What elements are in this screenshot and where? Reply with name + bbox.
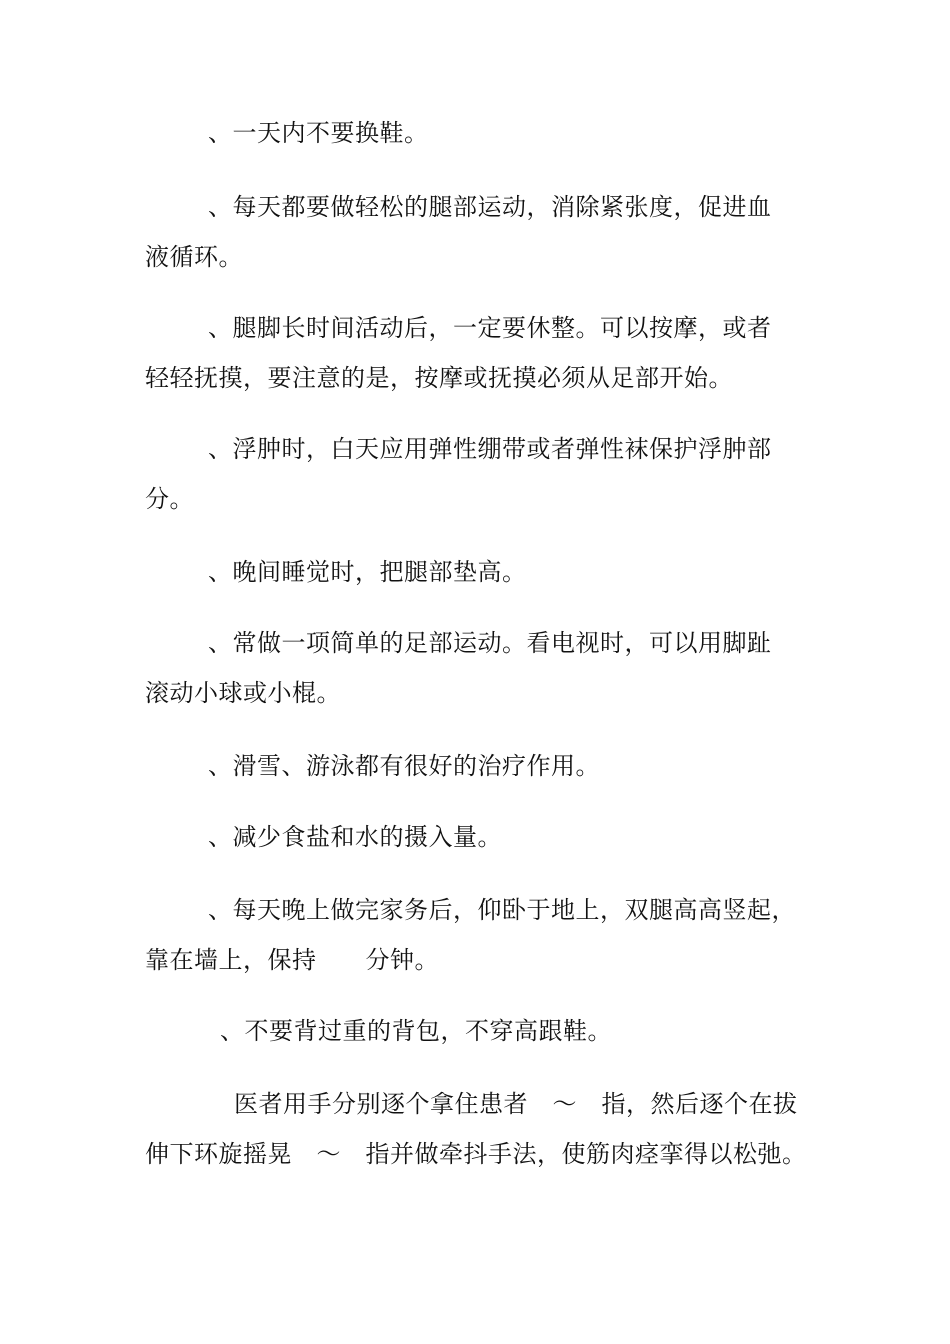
tip-4-line-2: 分。 [145, 485, 194, 513]
tip-9-line-2: 靠在墙上，保持 分钟。 [145, 946, 439, 974]
tip-5-line-1: 、晚间睡觉时，把腿部垫高。 [208, 558, 527, 586]
tip-6-line-2: 滚动小球或小棍。 [145, 679, 341, 707]
tip-6-line-1: 、常做一项简单的足部运动。看电视时，可以用脚趾 [208, 629, 772, 657]
tip-2-line-1: 、每天都要做轻松的腿部运动，消除紧张度，促进血 [208, 193, 772, 221]
tip-3-line-2: 轻轻抚摸，要注意的是，按摩或抚摸必须从足部开始。 [145, 364, 733, 392]
tip-4-line-1: 、浮肿时，白天应用弹性绷带或者弹性袜保护浮肿部 [208, 435, 772, 463]
tip-10-line-1: 、不要背过重的背包，不穿高跟鞋。 [220, 1017, 612, 1045]
method-line-1: 医者用手分别逐个拿住患者 ～ 指，然后逐个在拔 [234, 1090, 798, 1118]
tip-9-line-1: 、每天晚上做完家务后，仰卧于地上，双腿高高竖起， [208, 896, 796, 924]
tip-7-line-1: 、滑雪、游泳都有很好的治疗作用。 [208, 752, 600, 780]
method-line-2: 伸下环旋摇晃 ～ 指并做牵抖手法，使筋肉痉挛得以松弛。 [145, 1140, 807, 1168]
tip-2-line-2: 液循环。 [145, 243, 243, 271]
tip-8-line-1: 、减少食盐和水的摄入量。 [208, 823, 502, 851]
tip-1-line-1: 、一天内不要换鞋。 [208, 119, 429, 147]
tip-3-line-1: 、腿脚长时间活动后，一定要休整。可以按摩，或者 [208, 314, 772, 342]
